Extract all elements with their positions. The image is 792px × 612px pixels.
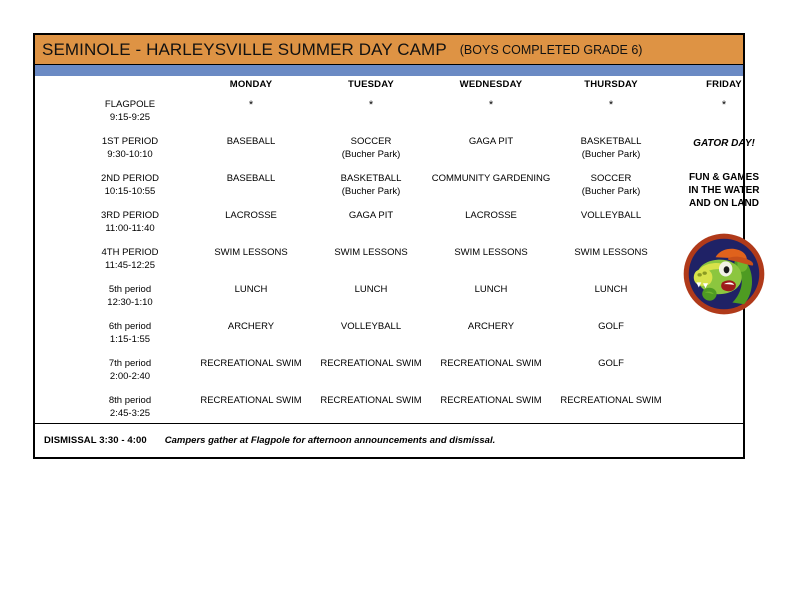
column-header-tuesday: TUESDAY	[348, 79, 394, 90]
title-band	[35, 35, 743, 65]
activity-cell	[235, 284, 268, 297]
activity-name: RECREATIONAL SWIM	[320, 395, 422, 406]
activity-name: *	[248, 99, 254, 111]
activity-cell	[355, 284, 388, 297]
activity-cell	[227, 136, 276, 149]
activity-name: GAGA PIT	[468, 136, 514, 147]
activity-cell	[342, 136, 401, 161]
table-row	[35, 173, 743, 209]
activity-cell	[722, 99, 726, 112]
activity-cell	[598, 358, 624, 371]
period-time: 2:00-2:40	[109, 370, 151, 382]
activity-name: RECREATIONAL SWIM	[440, 395, 542, 406]
activity-cell	[341, 173, 402, 198]
period-label	[109, 395, 151, 420]
period-name: 3RD PERIOD	[100, 210, 160, 221]
activity-name: RECREATIONAL SWIM	[200, 358, 302, 369]
activity-name: *	[721, 99, 727, 111]
gator-day-body-line-3: AND ON LAND	[689, 198, 759, 209]
gator-day-body-line-2: IN THE WATER	[688, 185, 760, 196]
activity-name: ARCHERY	[227, 321, 275, 332]
activity-name: GOLF	[598, 358, 624, 369]
activity-name: *	[488, 99, 494, 111]
activity-location: (Bucher Park)	[341, 148, 401, 160]
column-header-friday: FRIDAY	[706, 79, 742, 90]
activity-cell	[369, 99, 373, 112]
activity-name: SOCCER	[350, 136, 392, 147]
table-row	[35, 136, 743, 172]
activity-name: RECREATIONAL SWIM	[320, 358, 422, 369]
table-row	[35, 99, 743, 135]
activity-cell	[228, 321, 274, 334]
activity-name: LUNCH	[354, 284, 388, 295]
activity-cell	[214, 247, 287, 260]
column-header-monday: MONDAY	[229, 79, 273, 90]
activity-cell	[334, 247, 407, 260]
activity-cell	[609, 99, 613, 112]
activity-cell	[227, 173, 276, 186]
activity-name: BASKETBALL	[340, 173, 402, 184]
page-title: SEMINOLE - HARLEYSVILLE SUMMER DAY CAMP	[42, 39, 447, 59]
activity-cell	[320, 395, 421, 408]
activity-cell	[349, 210, 393, 223]
period-label	[101, 210, 159, 235]
period-label	[102, 136, 158, 161]
activity-name: COMMUNITY GARDENING	[431, 173, 551, 184]
period-label	[109, 358, 151, 383]
activity-cell	[200, 395, 301, 408]
activity-name: RECREATIONAL SWIM	[200, 395, 302, 406]
activity-cell	[574, 247, 647, 260]
period-name: 2ND PERIOD	[100, 173, 160, 184]
period-label	[105, 99, 155, 124]
activity-name: RECREATIONAL SWIM	[560, 395, 662, 406]
activity-name: SWIM LESSONS	[574, 247, 648, 258]
activity-cell	[440, 358, 541, 371]
period-name: 1ST PERIOD	[101, 136, 159, 147]
table-row	[35, 321, 743, 357]
activity-cell	[489, 99, 493, 112]
activity-location: (Bucher Park)	[581, 148, 641, 160]
column-header-wednesday: WEDNESDAY	[459, 79, 523, 90]
dismissal-footer	[35, 423, 743, 457]
activity-name: LACROSSE	[465, 210, 517, 221]
activity-cell	[200, 358, 301, 371]
activity-cell	[225, 210, 277, 223]
activity-cell	[341, 321, 401, 334]
activity-name: BASEBALL	[226, 173, 276, 184]
activity-name: LUNCH	[594, 284, 628, 295]
period-name: 7th period	[108, 358, 152, 369]
day-header-row	[35, 76, 743, 95]
page-subtitle: (BOYS COMPLETED GRADE 6)	[459, 42, 643, 57]
activity-name: LUNCH	[234, 284, 268, 295]
period-name: 5th period	[108, 284, 152, 295]
period-name: 4TH PERIOD	[101, 247, 159, 258]
period-time: 9:30-10:10	[107, 148, 153, 160]
period-label	[109, 321, 151, 346]
period-time: 11:00-11:40	[105, 222, 155, 234]
schedule-rows	[35, 95, 760, 423]
activity-name: SOCCER	[590, 173, 632, 184]
activity-name: ARCHERY	[467, 321, 515, 332]
activity-cell	[560, 395, 661, 408]
period-time: 1:15-1:55	[109, 333, 151, 345]
period-name: FLAGPOLE	[104, 99, 156, 110]
activity-cell	[469, 136, 513, 149]
dismissal-label: DISMISSAL 3:30 - 4:00	[44, 435, 147, 446]
period-label	[107, 284, 152, 309]
activity-name: BASEBALL	[226, 136, 276, 147]
activity-name: GOLF	[598, 321, 624, 332]
activity-name: *	[368, 99, 374, 111]
activity-cell	[581, 136, 642, 161]
period-name: 8th period	[108, 395, 152, 406]
activity-name: LUNCH	[474, 284, 508, 295]
activity-name: SWIM LESSONS	[454, 247, 528, 258]
activity-location: (Bucher Park)	[581, 185, 641, 197]
activity-cell	[432, 173, 551, 186]
period-time: 9:15-9:25	[109, 111, 151, 123]
gator-day-body-line-1: FUN & GAMES	[689, 172, 759, 183]
activity-location: (Bucher Park)	[341, 185, 401, 197]
table-row	[35, 247, 743, 283]
activity-cell	[582, 173, 641, 198]
activity-cell	[581, 210, 641, 223]
activity-cell	[468, 321, 514, 334]
activity-name: RECREATIONAL SWIM	[440, 358, 542, 369]
gator-day-headline: GATOR DAY!	[693, 138, 755, 149]
table-row	[35, 358, 743, 394]
activity-cell	[598, 321, 624, 334]
period-time: 10:15-10:55	[104, 185, 156, 197]
activity-cell	[249, 99, 253, 112]
period-time: 12:30-1:10	[107, 296, 153, 308]
accent-strip	[35, 65, 743, 76]
schedule-table	[33, 33, 760, 459]
activity-cell	[595, 284, 628, 297]
activity-cell	[320, 358, 421, 371]
activity-name: SWIM LESSONS	[214, 247, 288, 258]
period-label	[101, 247, 158, 272]
period-time: 2:45-3:25	[109, 407, 151, 419]
period-name: 6th period	[108, 321, 152, 332]
activity-name: VOLLEYBALL	[340, 321, 402, 332]
activity-cell	[475, 284, 508, 297]
activity-cell	[465, 210, 517, 223]
activity-name: SWIM LESSONS	[334, 247, 408, 258]
activity-name: VOLLEYBALL	[580, 210, 642, 221]
dismissal-note: Campers gather at Flagpole for afternoon announcements and dismissal.	[164, 435, 496, 446]
period-time: 11:45-12:25	[104, 259, 156, 271]
column-header-thursday: THURSDAY	[584, 79, 638, 90]
table-row	[35, 210, 743, 246]
activity-name: *	[608, 99, 614, 111]
activity-name: GAGA PIT	[348, 210, 394, 221]
activity-cell	[454, 247, 527, 260]
activity-name: LACROSSE	[225, 210, 277, 221]
table-row	[35, 284, 743, 320]
period-label	[101, 173, 159, 198]
activity-cell	[440, 395, 541, 408]
activity-name: BASKETBALL	[580, 136, 642, 147]
